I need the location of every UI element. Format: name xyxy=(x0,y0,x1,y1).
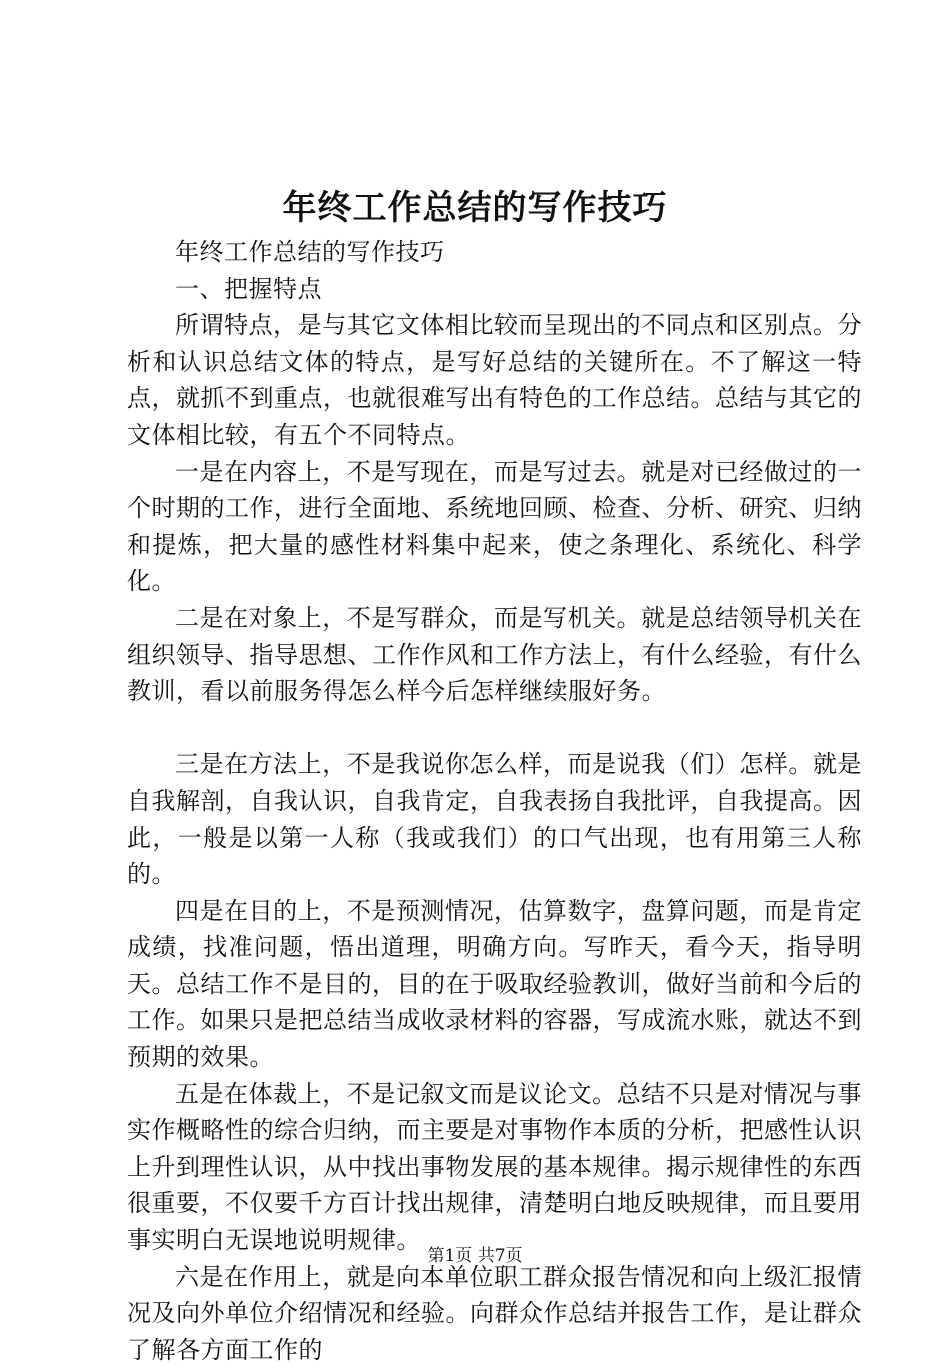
document-title: 年终工作总结的写作技巧 xyxy=(282,188,668,228)
paragraph-point-two: 二是在对象上，不是写群众，而是写机关。就是总结领导机关在组织领导、指导思想、工作作风和工作方法上，有什么经验，有什么教训，看以前服务得怎么样今后怎样继续服好务。 xyxy=(127,603,862,706)
paragraph-features-intro: 所谓特点，是与其它文体相比较而呈现出的不同点和区别点。分析和认识总结文体的特点，是写好总结的关键所在。不了解这一特点，就抓不到重点，也就很难写出有特色的工作总结。总结与其它的文体相比较，有五个不同特点。 xyxy=(127,311,862,449)
paragraph-point-four: 四是在目的上，不是预测情况，估算数字，盘算问题，而是肯定成绩，找准问题，悟出道理，明确方向。写昨天，看今天，指导明天。总结工作不是目的，目的在于吸取经验教训，做好当前和今后的工作。如果只是把总结当成收录材料的容器，写成流水账，就达不到预期的效果。 xyxy=(127,896,862,1072)
document-body xyxy=(127,234,862,1368)
paragraph-point-one: 一是在内容上，不是写现在，而是写过去。就是对已经做过的一个时期的工作，进行全面地、系统地回顾、检查、分析、研究、归纳和提炼，把大量的感性材料集中起来，使之条理化、系统化、科学化。 xyxy=(127,457,862,596)
paragraph-point-three: 三是在方法上，不是我说你怎么样，而是说我（们）怎样。就是自我解剖，自我认识，自我肯定，自我表扬自我批评，自我提高。因此，一般是以第一人称（我或我们）的口气出现，也有用第三人称的。 xyxy=(127,750,862,889)
paragraph-subtitle: 年终工作总结的写作技巧 xyxy=(175,238,445,266)
paragraph-point-five: 五是在体裁上，不是记叙文而是议论文。总结不只是对情况与事实作概略性的综合归纳，而主要是对事物作本质的分析，把感性认识上升到理性认识，从中找出事物发展的基本规律。揭示规律性的东西很重要，不仅要千方百计找出规律，清楚明白地反映规律，而且要用事实明白无误地说明规律。 xyxy=(127,1079,862,1255)
paragraph-section-heading: 一、把握特点 xyxy=(175,274,322,303)
page-number-footer: 第1页 共7页 xyxy=(427,1246,523,1266)
paragraph-point-six: 六是在作用上，就是向本单位职工群众报告情况和向上级汇报情况及向外单位介绍情况和经验。向群众作总结并报告工作，是让群众了解各方面工作的 xyxy=(127,1262,862,1364)
